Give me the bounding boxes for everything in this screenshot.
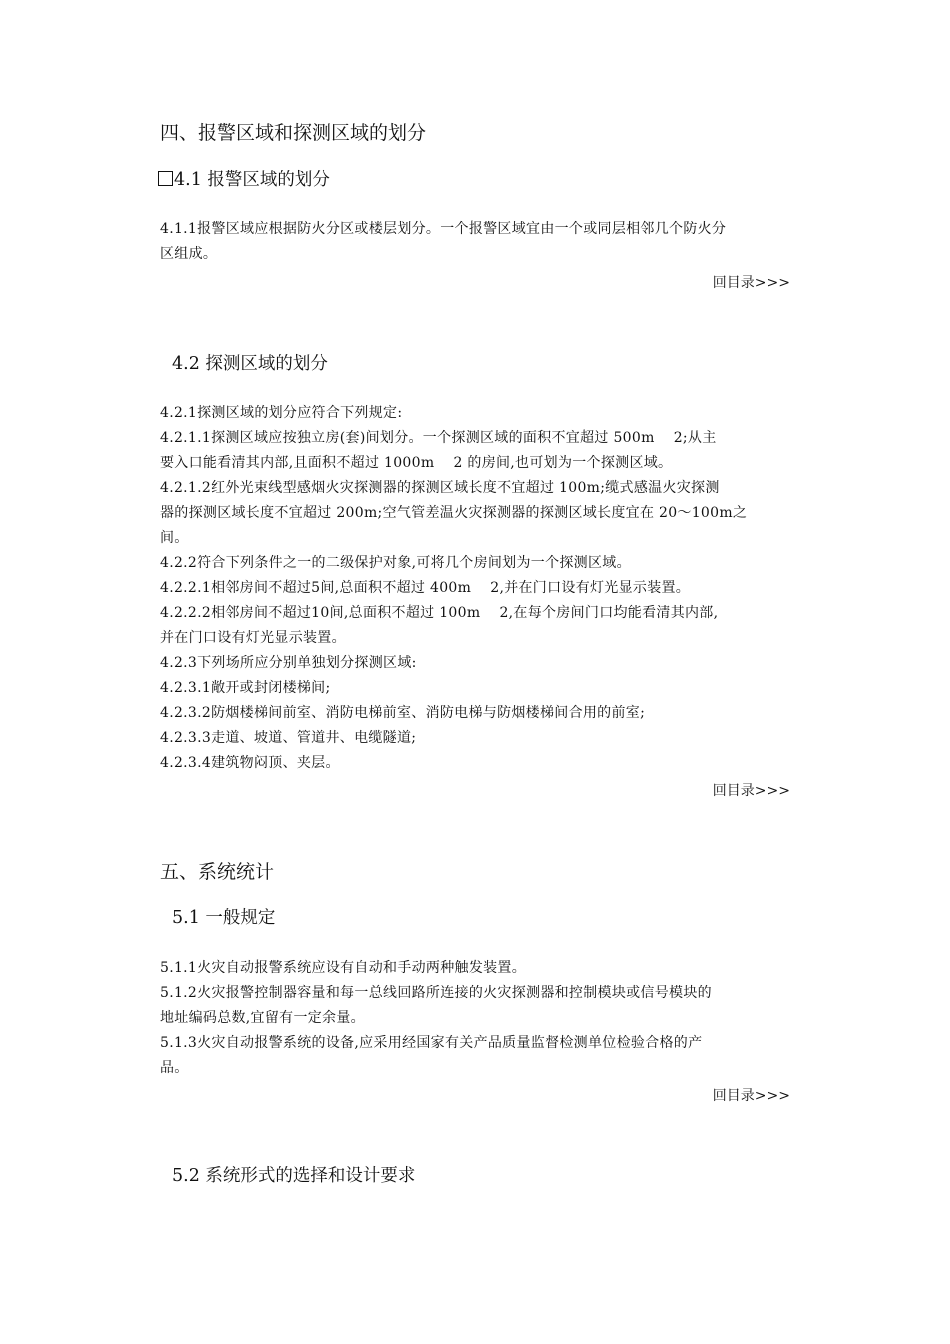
section-4-2-title: 4.2 探测区域的划分 xyxy=(172,354,328,374)
paragraph-line: 4.2.3.3走道、坡道、管道井、电缆隧道; xyxy=(160,730,417,746)
section-4-1-title: 4.1 报警区域的划分 xyxy=(174,170,330,190)
paragraph-line: 4.2.1.1探测区域应按独立房(套)间划分。一个探测区域的面积不宜超过 500m 2;从主 xyxy=(160,430,717,446)
section-5-2-title: 5.2 系统形式的选择和设计要求 xyxy=(172,1166,416,1186)
paragraph-line: 4.2.2符合下列条件之一的二级保护对象,可将几个房间划为一个探测区域。 xyxy=(160,555,631,571)
paragraph-line: 5.1.3火灾自动报警系统的设备,应采用经国家有关产品质量监督检测单位检验合格的产 xyxy=(160,1035,703,1051)
paragraph-line: 4.2.1.2红外光束线型感烟火灾探测器的探测区域长度不宜超过 100m;缆式感温火灾探测 xyxy=(160,480,720,496)
checkbox-icon xyxy=(158,171,173,186)
paragraph-line: 5.1.2火灾报警控制器容量和每一总线回路所连接的火灾探测器和控制模块或信号模块的 xyxy=(160,985,712,1001)
paragraph-line: 4.1.1报警区域应根据防火分区或楼层划分。一个报警区域宜由一个或同层相邻几个防火分 xyxy=(160,221,727,237)
paragraph-line: 器的探测区域长度不宜超过 200m;空气管差温火灾探测器的探测区域长度宜在 20～100m之 xyxy=(160,505,748,521)
paragraph-line: 4.2.1探测区域的划分应符合下列规定: xyxy=(160,405,403,421)
back-to-toc-link[interactable]: 回目录>>> xyxy=(712,275,790,291)
paragraph-line: 4.2.2.1相邻房间不超过5间,总面积不超过 400m 2,并在门口设有灯光显示装置。 xyxy=(160,580,691,596)
back-to-toc-link[interactable]: 回目录>>> xyxy=(712,1088,790,1104)
paragraph-line: 5.1.1火灾自动报警系统应设有自动和手动两种触发装置。 xyxy=(160,960,527,976)
paragraph-line: 要入口能看清其内部,且面积不超过 1000m 2 的房间,也可划为一个探测区域。 xyxy=(160,455,673,471)
paragraph-line: 地址编码总数,宜留有一定余量。 xyxy=(160,1010,365,1026)
section-5-title: 五、系统统计 xyxy=(160,861,275,883)
section-5-1-title: 5.1 一般规定 xyxy=(172,908,276,928)
paragraph-line: 4.2.3.2防烟楼梯间前室、消防电梯前室、消防电梯与防烟楼梯间合用的前室; xyxy=(160,705,646,721)
back-to-toc-link[interactable]: 回目录>>> xyxy=(712,783,790,799)
paragraph-line: 4.2.3.1敞开或封闭楼梯间; xyxy=(160,680,331,696)
paragraph-line: 间。 xyxy=(160,530,189,546)
paragraph-line: 4.2.2.2相邻房间不超过10间,总面积不超过 100m 2,在每个房间门口均能看清其内部, xyxy=(160,605,719,621)
paragraph-line: 品。 xyxy=(160,1060,189,1076)
section-4-title: 四、报警区域和探测区域的划分 xyxy=(160,122,427,144)
paragraph-line: 4.2.3.4建筑物闷顶、夹层。 xyxy=(160,755,340,771)
paragraph-line: 4.2.3下列场所应分别单独划分探测区域: xyxy=(160,655,417,671)
section-4-1-heading xyxy=(158,166,330,191)
paragraph-line: 区组成。 xyxy=(160,246,218,262)
paragraph-line: 并在门口设有灯光显示装置。 xyxy=(160,630,346,646)
